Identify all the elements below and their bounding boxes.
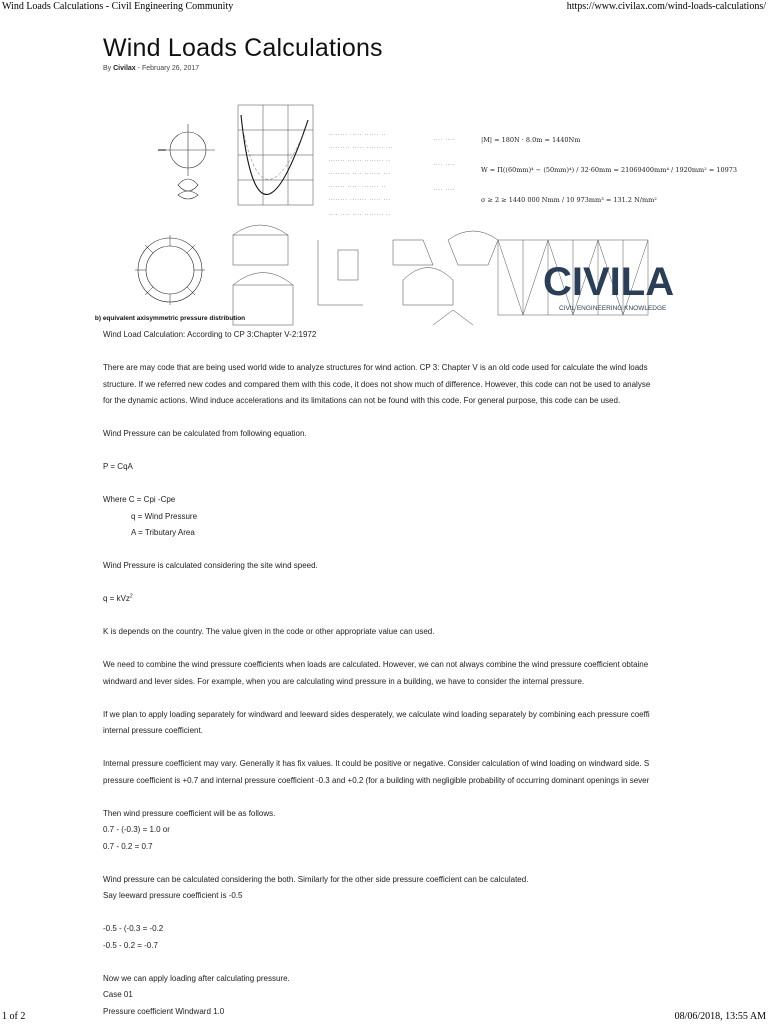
case-label: Case 01 [103, 990, 133, 999]
svg-text:......... .... ....... ...: ......... .... ....... ... [328, 170, 391, 175]
article [94, 30, 768, 1016]
svg-text:......... ..... ....... ...: ......... ..... ....... ... [328, 144, 394, 149]
svg-text:........ ....... ..... ...: ........ ....... ..... ... [328, 196, 391, 201]
by-label: By [103, 65, 112, 72]
paragraph-line: structure. If we referred new codes and compared them with this code, it does not show much of difference. However, this code can not be used to analyse [103, 379, 651, 389]
author-link[interactable]: Civilax [113, 65, 136, 72]
paragraph-line: Internal pressure coefficient may vary. Generally it has fix values. It could be positive or negative. Consider calculation of wind loading on windward side. S [103, 759, 650, 768]
svg-text:.... .... .... ........ ..: .... .... .... ........ .. [328, 211, 391, 216]
publish-date: February 26, 2017 [141, 65, 200, 72]
svg-text:.... ....: .... .... [433, 136, 455, 141]
byline-separator: - [137, 65, 140, 72]
calculation: 0.7 - (-0.3) = 1.0 or [103, 825, 170, 834]
where-line: A = Tributary Area [131, 528, 195, 537]
logo-tagline: CIVIL ENGINEERING KNOWLEDGE [559, 305, 667, 312]
cross-section-sketch [158, 124, 215, 199]
calculation: -0.5 - 0.2 = -0.7 [103, 940, 158, 950]
case-line: Pressure coefficient Windward 1.0 [103, 1006, 225, 1016]
pressure-plot [238, 105, 313, 205]
svg-text:........ ..... ...... ..: ........ ..... ...... .. [328, 131, 386, 136]
structural-sketches [233, 225, 498, 325]
paragraph: Wind Pressure is calculated considering the site wind speed. [103, 561, 318, 570]
paragraph-line: internal pressure coefficient. [103, 726, 203, 735]
print-page-title: Wind Loads Calculations - Civil Engineering Community [2, 1, 234, 12]
formula-3: σ ≥ 2 ≥ 1440 000 Nmm / 10 973mm³ = 131.2 N/mm² [481, 196, 657, 204]
where-line: q = Wind Pressure [131, 511, 198, 521]
diagram-caption [95, 315, 245, 322]
print-datetime: 08/06/2018, 13:55 AM [674, 1011, 766, 1022]
paragraph-line: Say leeward pressure coefficient is -0.5 [103, 891, 243, 900]
print-page-url[interactable]: https://www.civilax.com/wind-loads-calculations/ [566, 1, 766, 12]
axisymmetric-diagram [135, 235, 205, 305]
byline [103, 65, 199, 72]
civilax-logo [543, 260, 674, 312]
svg-text:....... ..... ....... ..: ....... ..... ....... .. [328, 183, 386, 188]
paragraph-line: If we plan to apply loading separately for windward and leeward sides desperately, we calculate wind loading separately by combining each pressure coeffi [103, 709, 650, 719]
article-featured-image [94, 90, 768, 350]
formula-block [481, 136, 737, 204]
section-heading: Wind Load Calculation: According to CP 3:Chapter V-2:1972 [103, 330, 317, 339]
equation-exponent: 2 [129, 593, 133, 600]
calculation: -0.5 - (-0.3 = -0.2 [103, 924, 164, 933]
svg-text:.... ....: .... .... [433, 186, 455, 191]
table-scribbles [328, 131, 455, 216]
paragraph-line: We need to combine the wind pressure coefficients when loads are calculated. However, we can not always combine the wind pressure coefficient obtaine [103, 660, 649, 669]
logo-wordmark: CIVILA [543, 260, 675, 304]
equation: P = CqA [103, 462, 133, 471]
paragraph-line: windward and lever sides. For example, when you are calculating wind pressure in a building, we have to consider the internal pressure. [103, 676, 585, 686]
equation [103, 591, 768, 608]
paragraph: K is depends on the country. The value given in the code or other appropriate value can used. [103, 627, 435, 636]
print-footer [0, 1010, 768, 1024]
formula-2: W = Π((60mm)⁴ − (50mm)⁴) / 32·60mm = 21069400mm⁴ / 1920mm² = 10973 [481, 166, 738, 174]
page-number: 1 of 2 [2, 1011, 26, 1022]
formula-1: |M| = 180N · 8.0m = 1440Nm [481, 136, 581, 144]
where-line: Where C = Cpi -Cpe [103, 495, 176, 504]
article-body [103, 327, 768, 1020]
paragraph-line: pressure coefficient is +0.7 and internal pressure coefficient -0.3 and +0.2 (for a building with negligible probability of occurring dominant openings in sever [103, 775, 650, 785]
calculation: 0.7 - 0.2 = 0.7 [103, 841, 153, 851]
print-header [0, 0, 768, 14]
paragraph-line: There are may code that are being used world wide to analyze structures for wind action. CP 3: Chapter V is an old code used for calculate the wind loads [103, 363, 648, 372]
article-title: Wind Loads Calculations [103, 34, 383, 62]
paragraph: Now we can apply loading after calculating pressure. [103, 973, 290, 983]
paragraph: Then wind pressure coefficient will be as follows. [103, 808, 276, 818]
svg-text:....... ...... ........ ..: ....... ...... ........ .. [328, 157, 391, 162]
paragraph-line: for the dynamic actions. Wind induce accelerations and its limitations can not be found with this code. For general purpose, this code can be used. [103, 396, 621, 405]
figure-caption: b) equivalent axisymmetric pressure distribution [94, 315, 246, 322]
paragraph: Wind Pressure can be calculated from following equation. [103, 429, 307, 438]
equation-base: q = kVz [103, 594, 130, 603]
paragraph-line: Wind pressure can be calculated considering the both. Similarly for the other side pressure coefficient can be calculated. [103, 874, 529, 884]
svg-text:.... ....: .... .... [433, 161, 455, 166]
